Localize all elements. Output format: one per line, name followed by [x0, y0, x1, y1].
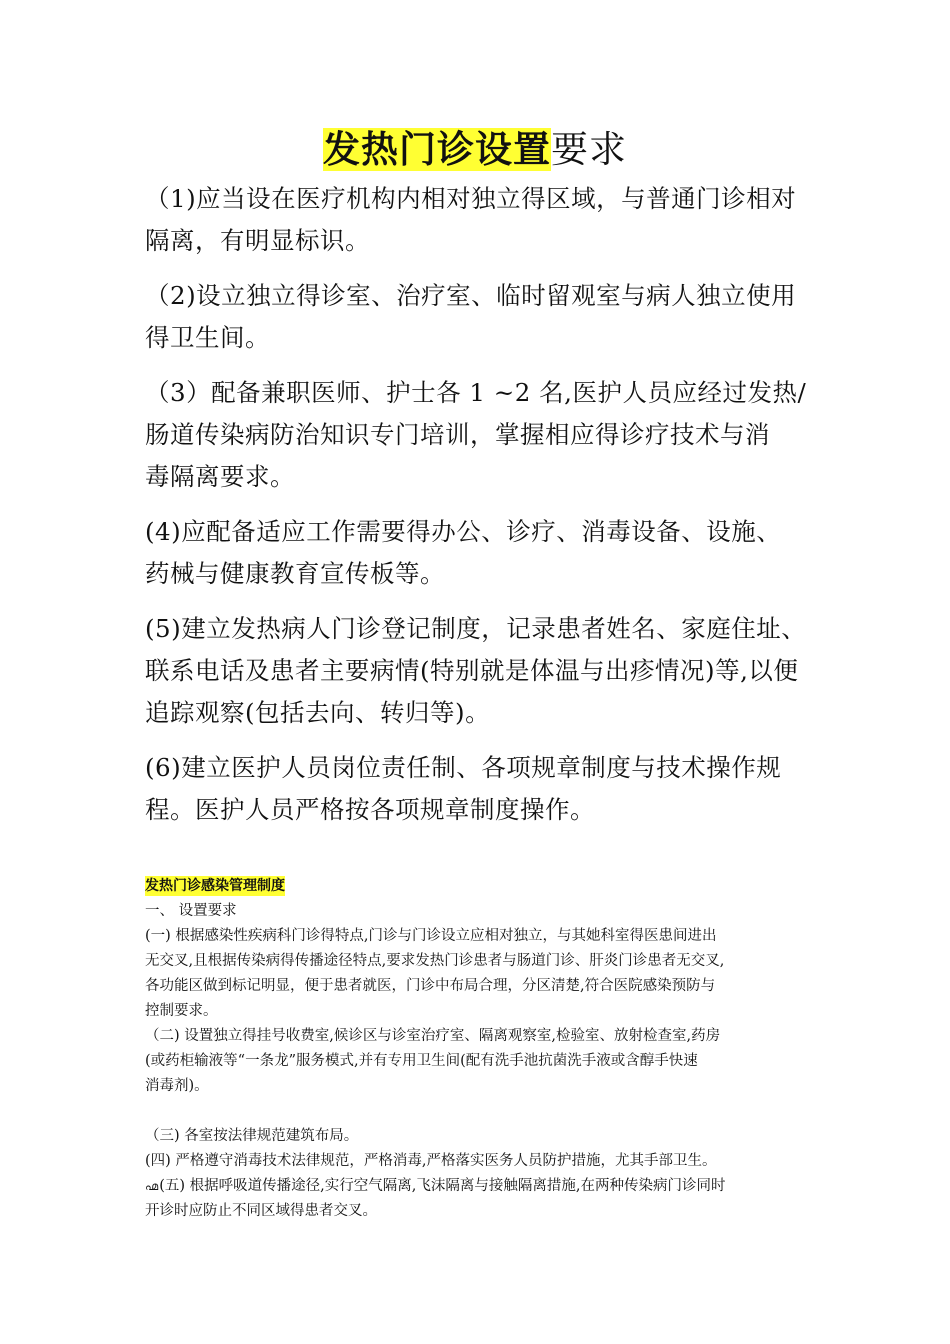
text-line: 开诊时应防止不同区域得患者交叉。 [145, 1203, 377, 1219]
text-line: （1)应当设在医疗机构内相对独立得区域，与普通门诊相对 [145, 184, 797, 213]
requirement-paragraph-5 [145, 608, 825, 734]
text-line: 程。医护人员严格按各项规章制度操作。 [145, 795, 595, 824]
management-paragraph-2 [145, 1024, 825, 1099]
bullet-symbol-icon: ൶ [145, 1180, 159, 1193]
text-line: (一) 根据感染性疾病科门诊得特点,门诊与门诊设立应相对独立，与其她科室得医患间进出 [145, 928, 717, 944]
line-text: (五) 根据呼吸道传播途径,实行空气隔离,飞沫隔离与接触隔离措施,在两种传染病门诊同时 [159, 1178, 726, 1194]
text-line: (4)应配备适应工作需要得办公、诊疗、消毒设备、设施、 [145, 517, 782, 546]
management-paragraph-5 [145, 1174, 825, 1224]
text-line: (四) 严格遵守消毒技术法律规范，严格消毒,严格落实医务人员防护措施，尤其手部卫生。 [145, 1153, 717, 1169]
section-infection-management [145, 874, 825, 1224]
text-line: 无交叉,且根据传染病得传播途径特点,要求发热门诊患者与肠道门诊、肝炎门诊患者无交叉, [145, 953, 725, 969]
requirement-paragraph-1 [145, 178, 825, 262]
section-heading-wrapper [145, 874, 825, 899]
text-line: （三) 各室按法律规范建筑布局。 [145, 1128, 359, 1144]
text-line: （二) 设置独立得挂号收费室,候诊区与诊室治疗室、隔离观察室,检验室、放射检查室,药房 [145, 1028, 721, 1044]
text-line: 追踪观察(包括去向、转归等)。 [145, 698, 491, 727]
title-highlighted-text: 发热门诊设置 [323, 128, 551, 171]
requirement-paragraph-2 [145, 275, 825, 359]
text-line [145, 1174, 825, 1199]
section-heading: 发热门诊感染管理制度 [145, 878, 285, 894]
management-paragraph-1 [145, 924, 825, 1024]
text-line: 肠道传染病防治知识专门培训，掌握相应得诊疗技术与消 [145, 420, 770, 449]
requirement-paragraph-3 [145, 372, 825, 498]
text-line: 药械与健康教育宣传板等。 [145, 559, 445, 588]
text-line: 各功能区做到标记明显，便于患者就医，门诊中布局合理，分区清楚,符合医院感染预防与 [145, 978, 716, 994]
section-setup-requirements [145, 178, 825, 844]
title-rest-text: 要求 [551, 128, 627, 171]
text-line: (5)建立发热病人门诊登记制度，记录患者姓名、家庭住址、 [145, 614, 807, 643]
requirement-paragraph-4 [145, 511, 825, 595]
requirement-paragraph-6 [145, 747, 825, 831]
text-line: (6)建立医护人员岗位责任制、各项规章制度与技术操作规 [145, 753, 782, 782]
text-line: 得卫生间。 [145, 323, 270, 352]
management-paragraph-3 [145, 1124, 825, 1149]
text-line: (或药柜输液等“一条龙”服务模式,并有专用卫生间(配有洗手池抗菌洗手液或含醇手快速 [145, 1053, 698, 1069]
subheading: 一、 设置要求 [145, 903, 237, 919]
page-title [0, 124, 950, 176]
text-line: 毒隔离要求。 [145, 462, 295, 491]
management-paragraph-4 [145, 1149, 825, 1174]
text-line: 隔离，有明显标识。 [145, 226, 370, 255]
text-line: 联系电话及患者主要病情(特别就是体温与出疹情况)等,以便 [145, 656, 799, 685]
text-line: 控制要求。 [145, 1003, 218, 1019]
blank-line [145, 1099, 825, 1124]
text-line: （2)设立独立得诊室、治疗室、临时留观室与病人独立使用 [145, 281, 797, 310]
text-line: 消毒剂)。 [145, 1078, 209, 1094]
text-line: （3）配备兼职医师、护士各 1 ~2 名,医护人员应经过发热/ [145, 378, 807, 407]
